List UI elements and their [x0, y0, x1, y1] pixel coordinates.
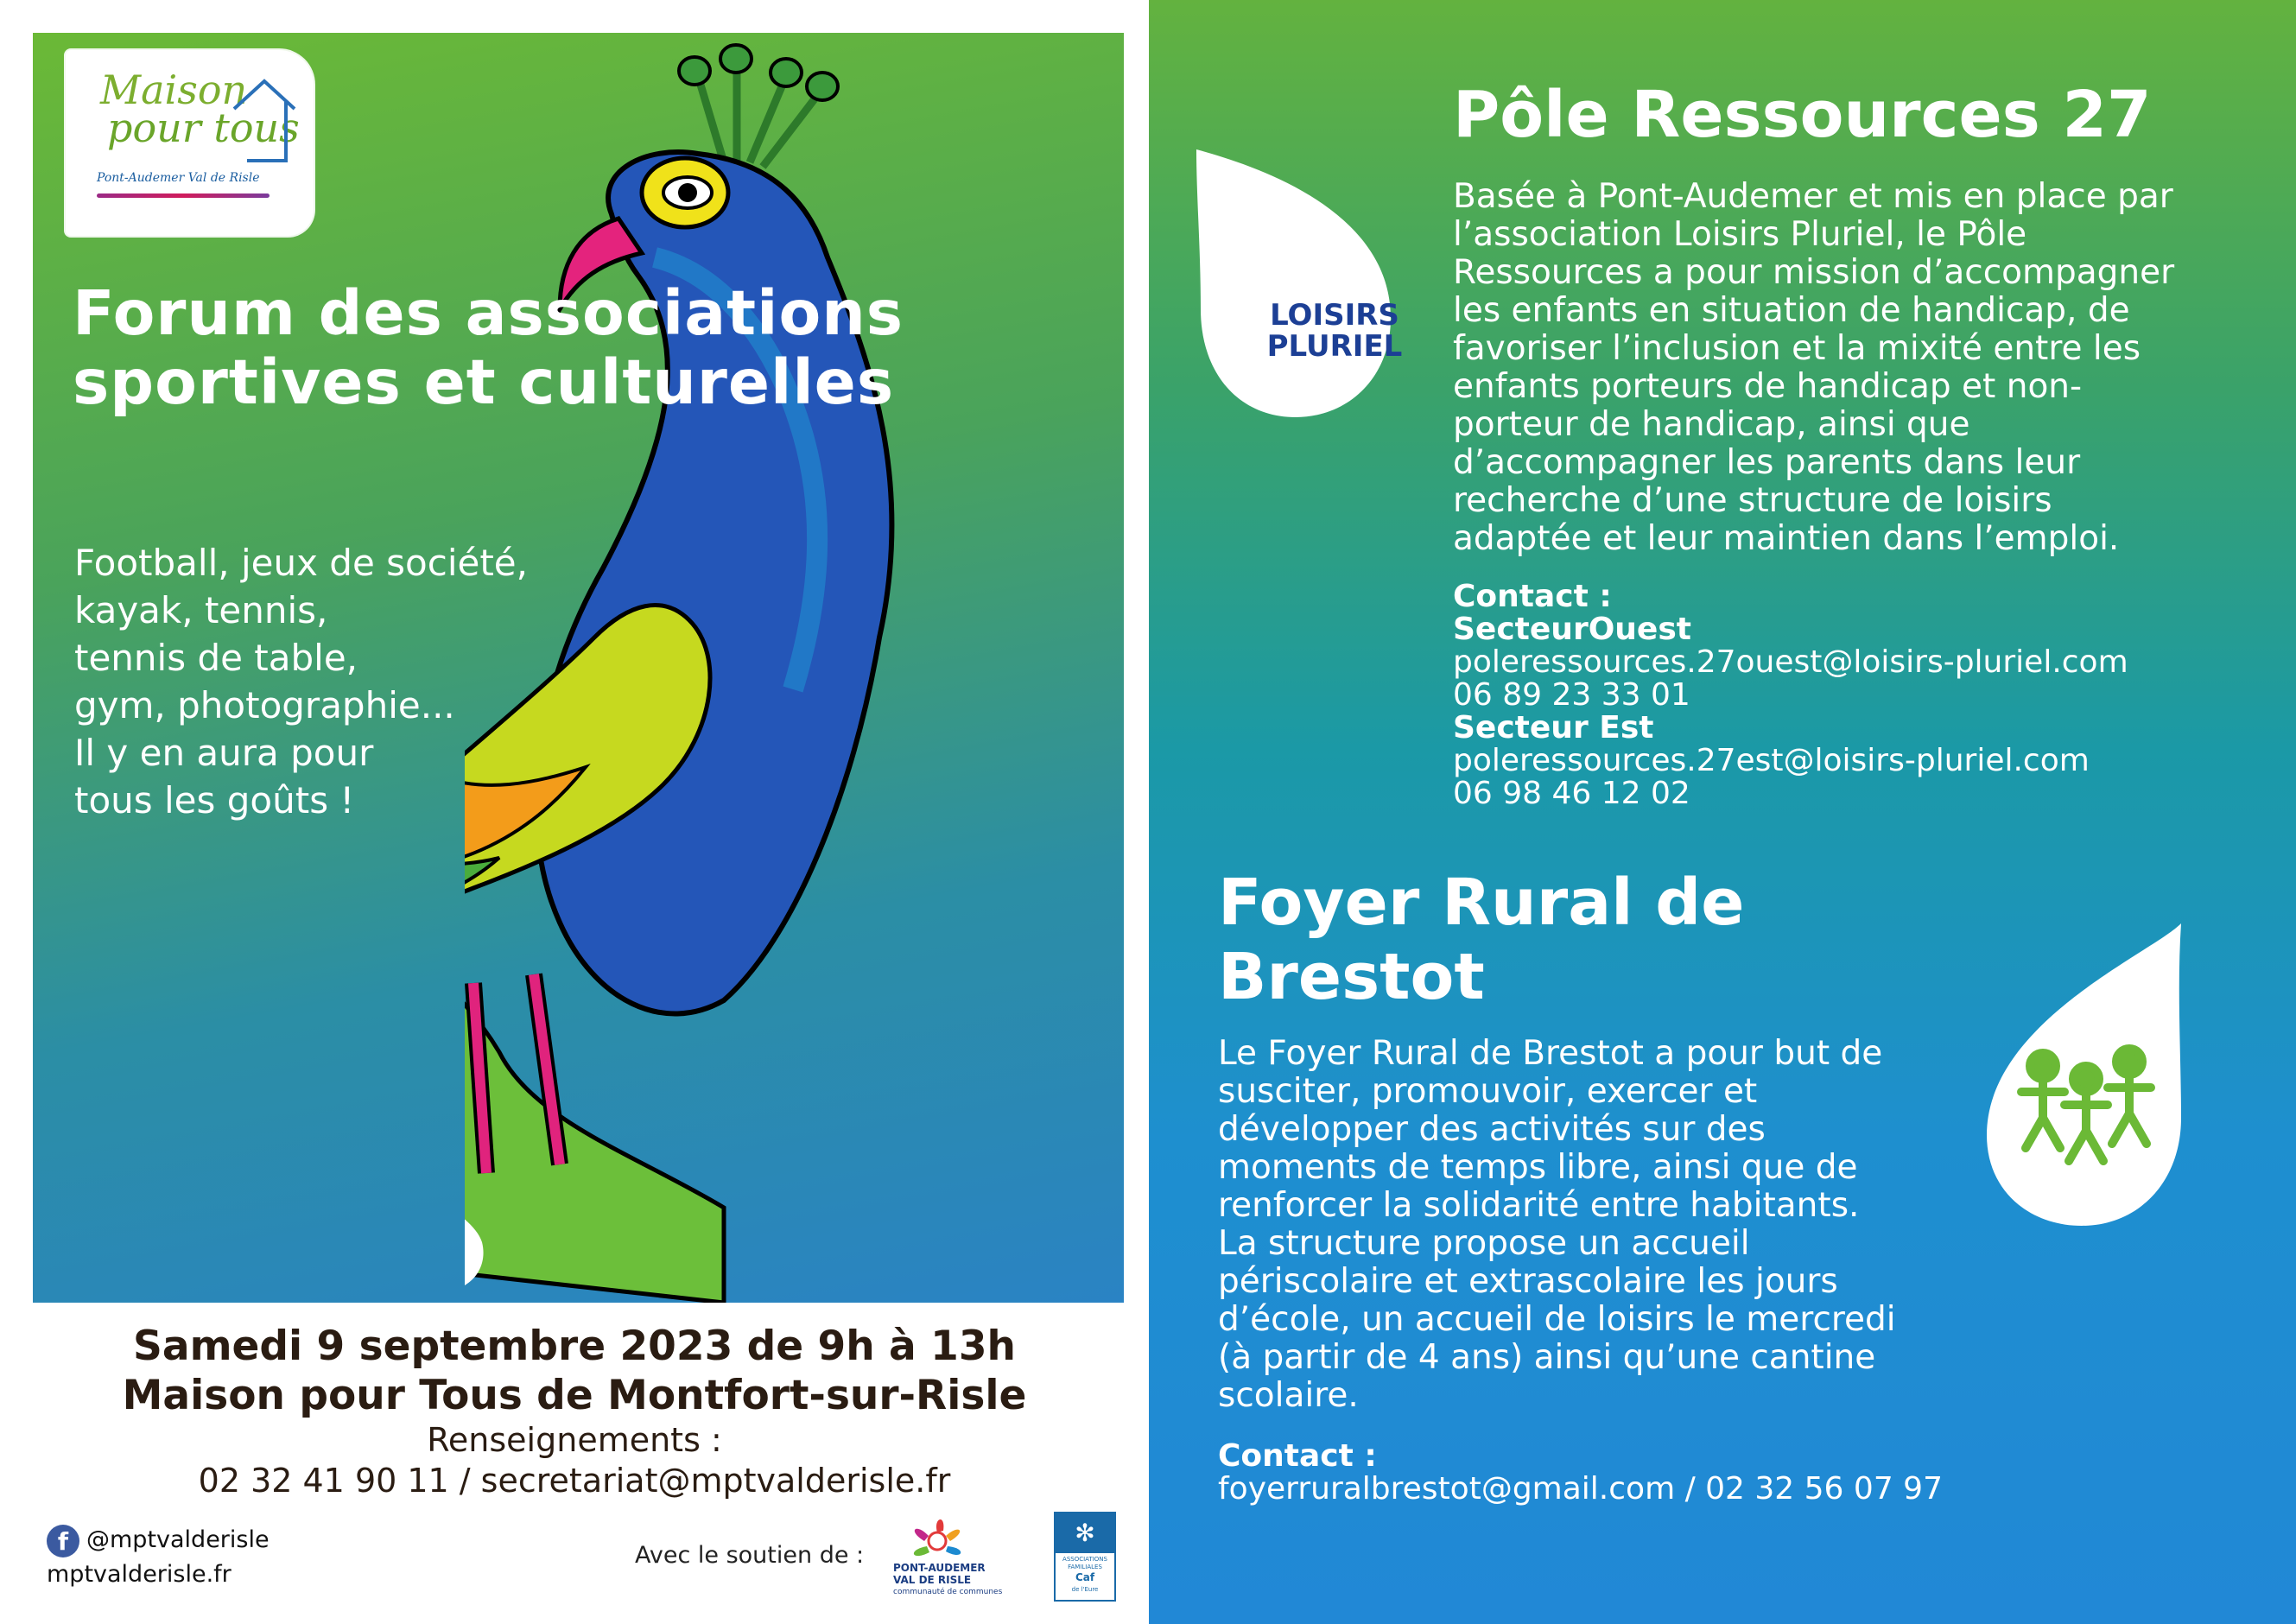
section2-description — [1218, 1035, 1995, 1415]
east-email[interactable]: poleressources.27est@loisirs-pluriel.com — [1453, 743, 2090, 778]
desc-line: moments de temps libre, ainsi que de — [1218, 1148, 1858, 1187]
activity-line: kayak, tennis, — [74, 589, 328, 631]
desc-line: Ressources a pour mission d’accompagner — [1453, 253, 2175, 292]
logo-line2: pour tous — [107, 105, 300, 151]
logo-pluriel: PLURIEL — [1266, 329, 1403, 364]
contact-label: Contact : — [1218, 1438, 1377, 1474]
event-details — [0, 1322, 1149, 1501]
caf-name: Caf — [1075, 1571, 1095, 1583]
desc-line: renforcer la solidarité entre habitants. — [1218, 1186, 1860, 1225]
caf-sub: de l'Eure — [1071, 1586, 1099, 1593]
desc-line: d’accompagner les parents dans leur — [1453, 443, 2081, 482]
flower-icon — [898, 1513, 976, 1565]
desc-line: d’école, un accueil de loisirs le mercredi — [1218, 1300, 1896, 1339]
east-label: Secteur Est — [1453, 710, 1654, 745]
loisirs-pluriel-logo — [1261, 300, 1408, 362]
drop-shape-foyer — [1978, 919, 2185, 1230]
desc-line: porteur de handicap, ainsi que — [1453, 405, 1970, 444]
partner1-line1: PONT-AUDEMER — [893, 1562, 986, 1574]
caf-assoc-text: ASSOCIATIONS FAMILIALES — [1062, 1556, 1107, 1570]
desc-line: l’association Loisirs Pluriel, le Pôle — [1453, 215, 2027, 254]
desc-line: périscolaire et extrascolaire les jours — [1218, 1262, 1838, 1301]
west-label: SecteurOuest — [1453, 612, 1691, 647]
desc-line: favoriser l’inclusion et la mixité entre les — [1453, 329, 2141, 368]
desc-line: Le Foyer Rural de Brestot a pour but de — [1218, 1034, 1883, 1073]
section1-title: Pôle Ressources 27 — [1453, 78, 2152, 152]
desc-line: La structure propose un accueil — [1218, 1224, 1750, 1263]
section1-description — [1453, 178, 2256, 558]
activity-line: tous les goûts ! — [74, 779, 355, 822]
activities-list — [74, 539, 593, 824]
right-page — [1149, 0, 2296, 1624]
poster — [33, 33, 1124, 1303]
logo-subtitle: Pont-Audemer Val de Risle — [97, 171, 260, 185]
website-link[interactable]: mptvalderisle.fr — [47, 1561, 232, 1588]
facebook-link[interactable] — [47, 1523, 409, 1557]
desc-line: (à partir de 4 ans) ainsi qu’une cantine — [1218, 1338, 1876, 1377]
drop-shape-loisirs — [1192, 145, 1408, 422]
activity-line: Il y en aura pour — [74, 732, 374, 774]
pont-audemer-logo — [890, 1513, 1019, 1600]
section2-title-line1: Foyer Rural de — [1218, 866, 1745, 940]
activity-line: gym, photographie... — [74, 684, 455, 726]
desc-line: adaptée et leur maintien dans l’emploi. — [1453, 519, 2120, 558]
partner1-line2: VAL DE RISLE — [893, 1574, 972, 1586]
event-place: Maison pour Tous de Montfort-sur-Risle — [122, 1372, 1027, 1419]
info-contact: 02 32 41 90 11 / secretariat@mptvalderisle.fr — [198, 1462, 951, 1500]
info-label: Renseignements : — [427, 1421, 722, 1459]
partner1-line3: communauté de communes — [893, 1588, 1003, 1596]
event-date: Samedi 9 septembre 2023 de 9h à 13h — [133, 1323, 1016, 1370]
west-email[interactable]: poleressources.27ouest@loisirs-pluriel.com — [1453, 644, 2128, 680]
support-label: Avec le soutien de : — [635, 1542, 865, 1569]
desc-line: Basée à Pont-Audemer et mis en place par — [1453, 177, 2173, 216]
section1-contact — [1453, 580, 2256, 810]
facebook-icon: f — [47, 1525, 79, 1557]
caf-logo — [1054, 1512, 1116, 1602]
section2-title-line2: Brestot — [1218, 940, 1485, 1014]
desc-line: recherche d’une structure de loisirs — [1453, 481, 2052, 520]
house-icon — [230, 74, 299, 169]
desc-line: enfants porteurs de handicap et non- — [1453, 367, 2083, 406]
foyer-contact[interactable]: foyerruralbrestot@gmail.com / 02 32 56 07 97 — [1218, 1471, 1943, 1507]
east-phone: 06 98 46 12 02 — [1453, 776, 1690, 811]
contact-label: Contact : — [1453, 579, 1612, 614]
logo-line1: Maison — [100, 67, 248, 113]
logo-loisirs: LOISIRS — [1270, 298, 1399, 333]
activity-line: Football, jeux de société, — [74, 542, 528, 584]
partner1-text — [893, 1562, 1002, 1598]
section2-title — [1218, 866, 1874, 1014]
poster-title: Forum des associations sportives et culturelles — [73, 277, 904, 418]
logo-underline — [97, 193, 270, 198]
social-links — [47, 1523, 409, 1592]
snowflake-icon: ✻ — [1056, 1513, 1114, 1553]
section2-contact — [1218, 1440, 2082, 1506]
desc-line: les enfants en situation de handicap, de — [1453, 291, 2130, 330]
maison-pour-tous-logo — [66, 50, 314, 236]
west-phone: 06 89 23 33 01 — [1453, 677, 1690, 713]
desc-line: scolaire. — [1218, 1376, 1359, 1415]
activity-line: tennis de table, — [74, 637, 358, 679]
desc-line: susciter, promouvoir, exercer et — [1218, 1072, 1758, 1111]
desc-line: développer des activités sur des — [1218, 1110, 1766, 1149]
facebook-handle: @mptvalderisle — [86, 1526, 270, 1553]
